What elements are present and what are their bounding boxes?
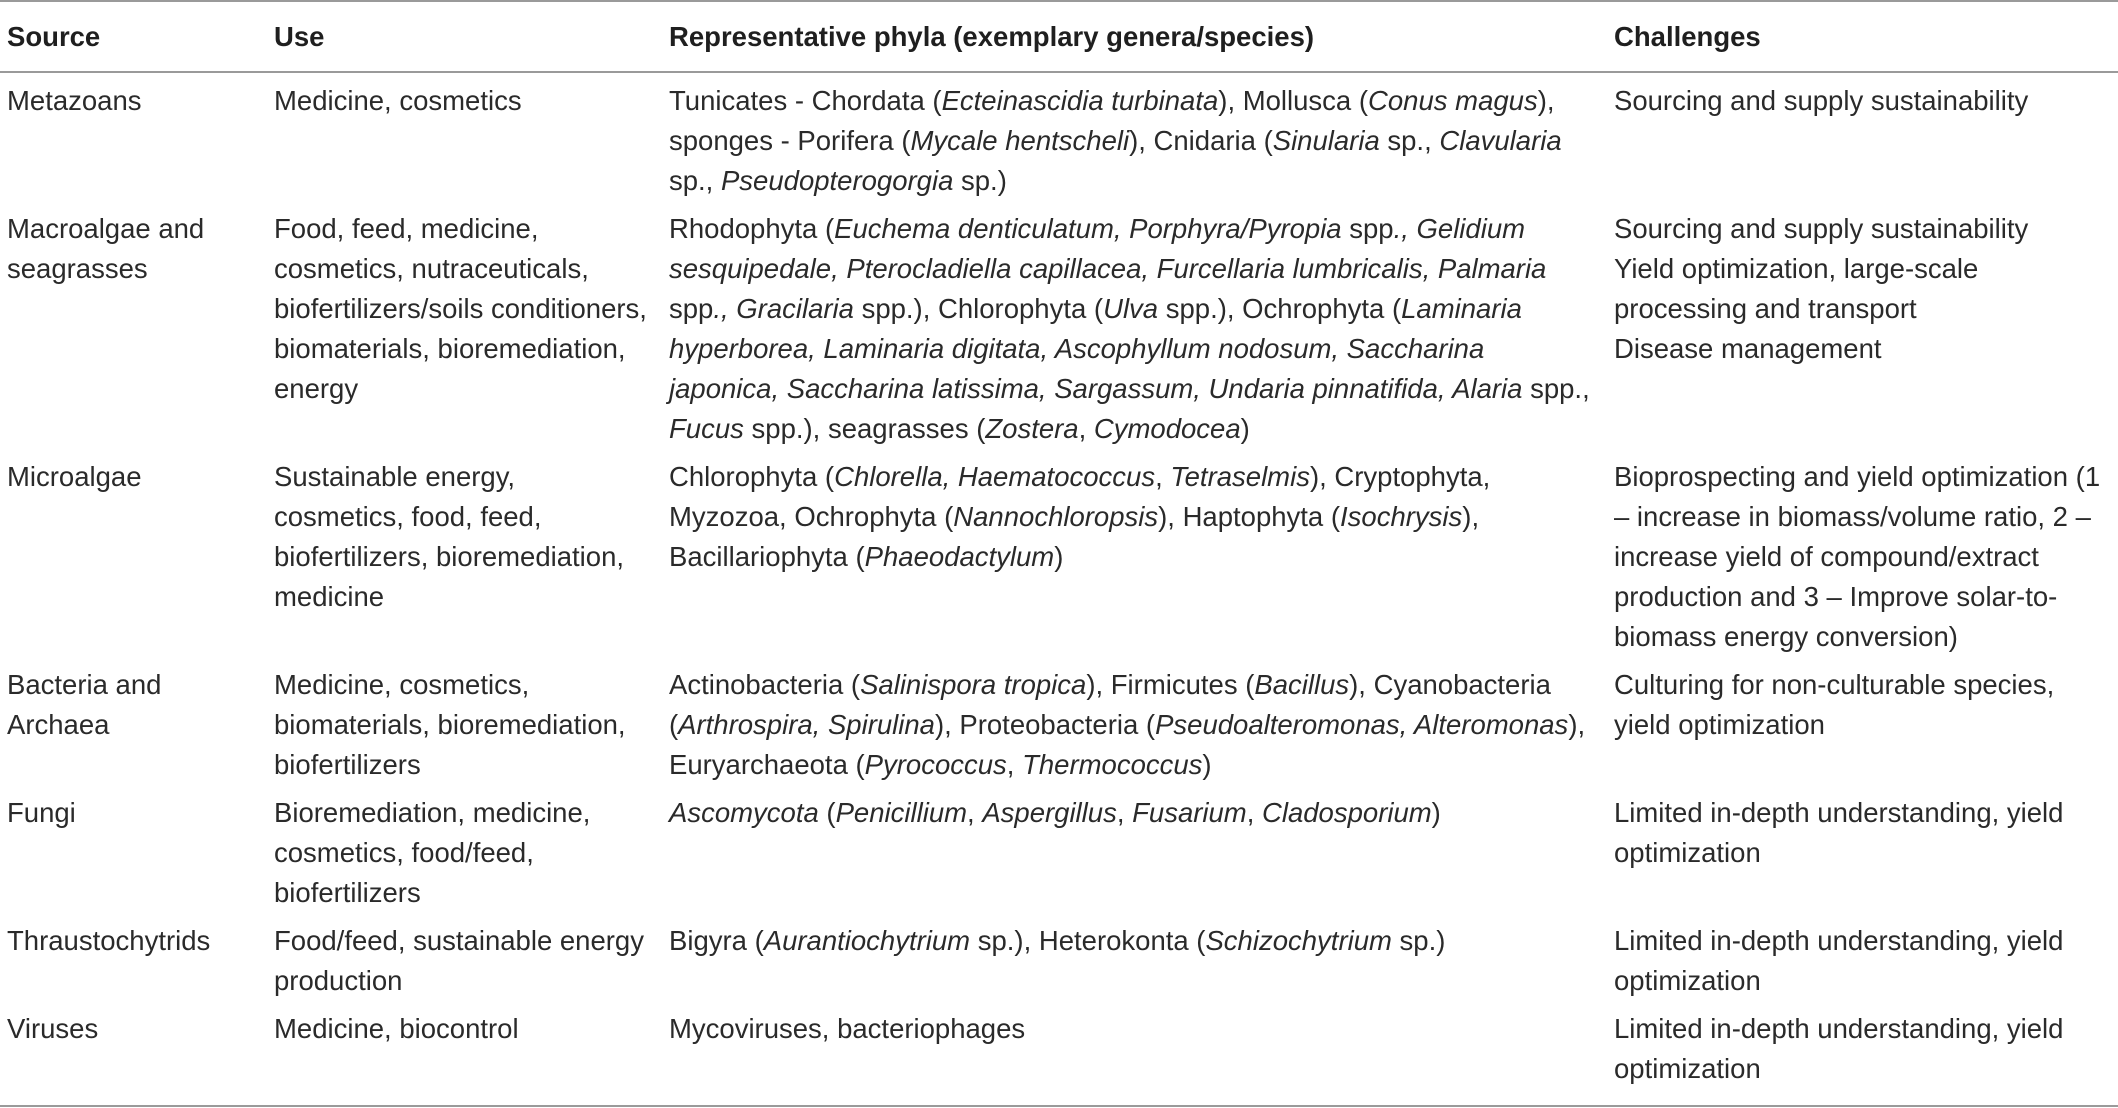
challenge-line: Limited in-depth understanding, yield optimization [1614, 797, 2064, 868]
phyla-text: ), Cryptophyta, Myzozoa, Ochrophyta ( [669, 461, 1491, 532]
header-phyla: Representative phyla (exemplary genera/species) [662, 1, 1607, 72]
table-row [0, 457, 2118, 665]
phyla-text: , [1155, 461, 1171, 492]
cell-source: Fungi [7, 797, 76, 828]
taxon-name: Fusarium [1132, 797, 1247, 828]
cell-challenges [1607, 72, 2118, 209]
taxon-name: Chlorella, Haematococcus [834, 461, 1156, 492]
phyla-text: ) [1054, 541, 1064, 572]
taxon-name: Cladosporium [1262, 797, 1432, 828]
table-row [0, 793, 2118, 921]
phyla-text: ), Proteobacteria ( [934, 709, 1156, 740]
challenge-line: Limited in-depth understanding, yield optimization [1614, 1013, 2064, 1084]
phyla-text: , [967, 797, 983, 828]
phyla-text: Chlorophyta ( [669, 461, 835, 492]
phyla-text: ), Haptophyta ( [1158, 501, 1341, 532]
phyla-text: sp., [669, 165, 721, 196]
cell-use: Food/feed, sustainable energy production [274, 925, 644, 996]
taxon-name: Gracilaria [736, 293, 854, 324]
phyla-text: ), sponges - Porifera ( [669, 85, 1555, 156]
table-header [0, 1, 2118, 72]
taxon-name: Cymodocea [1093, 413, 1241, 444]
taxon-name: Aspergillus [982, 797, 1117, 828]
phyla-text: spp., [1522, 373, 1590, 404]
taxon-name: ., Gelidium sesquipedale, Pterocladiella capillacea, Furcellaria lumbricalis, Palmaria [669, 213, 1547, 284]
cell-use: Medicine, biocontrol [267, 1009, 662, 1106]
table-body [0, 72, 2118, 1106]
taxon-name: Clavularia [1439, 125, 1562, 156]
phyla-text: ) [1240, 413, 1250, 444]
header-source: Source [0, 1, 267, 72]
taxon-name: Fucus [669, 413, 744, 444]
taxon-name: Ecteinascidia turbinata [941, 85, 1219, 116]
cell-challenges [1607, 457, 2118, 665]
phyla-text: spp.), seagrasses ( [743, 413, 986, 444]
cell-challenges [1607, 1009, 2118, 1106]
taxon-name: Ulva [1103, 293, 1159, 324]
taxon-name: Phaeodactylum [864, 541, 1055, 572]
taxon-name: Thermococcus [1022, 749, 1203, 780]
cell-source: Metazoans [7, 85, 142, 116]
cell-use: Food, feed, medicine, cosmetics, nutraceuticals, biofertilizers/soils conditioners, biomaterials, bioremediation, energy [274, 213, 647, 404]
phyla-text: ), Cyanobacteria ( [669, 669, 1551, 740]
cell-source: Thraustochytrids [7, 925, 211, 956]
cell-source: Viruses [0, 1009, 267, 1106]
phyla-text: ) [1431, 797, 1441, 828]
taxon-name: Ascomycota [669, 797, 819, 828]
cell-phyla [662, 793, 1607, 921]
phyla-text: spp [669, 293, 714, 324]
cell-phyla [662, 457, 1607, 665]
cell-phyla [662, 1009, 1607, 1106]
taxon-name: Arthrospira, Spirulina [678, 709, 935, 740]
taxon-name: ., [713, 293, 729, 324]
challenge-line: Disease management [1614, 333, 1882, 364]
taxon-name: Salinispora tropica [860, 669, 1087, 700]
challenge-line: Yield optimization, large-scale processing and transport [1614, 253, 1979, 324]
phyla-text: ( [818, 797, 836, 828]
phyla-text: ), Firmicutes ( [1086, 669, 1255, 700]
table-row [0, 72, 2118, 209]
phyla-text: spp.), Chlorophyta ( [853, 293, 1104, 324]
header-use: Use [267, 1, 662, 72]
cell-source: Bacteria and Archaea [7, 669, 162, 740]
phyla-text: sp.) [1391, 925, 1446, 956]
cell-phyla [662, 209, 1607, 457]
header-row [0, 1, 2118, 72]
phyla-text: ), Mollusca ( [1218, 85, 1369, 116]
taxon-name: Tetraselmis [1170, 461, 1310, 492]
phyla-text: Tunicates - Chordata ( [669, 85, 942, 116]
phyla-text: Bigyra ( [669, 925, 764, 956]
cell-challenges [1607, 665, 2118, 793]
phyla-text: Rhodophyta ( [669, 213, 835, 244]
cell-source: Microalgae [7, 461, 142, 492]
cell-challenges [1607, 209, 2118, 457]
cell-phyla [662, 665, 1607, 793]
table-row [0, 665, 2118, 793]
phyla-text: sp.), Heterokonta ( [970, 925, 1206, 956]
challenge-line: Bioprospecting and yield optimization (1 – increase in biomass/volume ratio, 2 – increase yield of compound/extract production and 3 – Improve solar-to-biomass energy conversion) [1614, 461, 2101, 652]
taxon-name: Pyrococcus [864, 749, 1007, 780]
taxon-name: Pseudopterogorgia [720, 165, 954, 196]
challenge-line: Culturing for non-culturable species, yield optimization [1614, 669, 2055, 740]
cell-use: Medicine, cosmetics, biomaterials, bioremediation, biofertilizers [274, 669, 626, 780]
phyla-text: , [1078, 413, 1094, 444]
table-row [0, 1009, 2118, 1106]
phyla-text: Mycoviruses, bacteriophages [669, 1013, 1026, 1044]
cell-challenges [1607, 793, 2118, 921]
phyla-text: ), Cnidaria ( [1129, 125, 1273, 156]
challenge-line: Sourcing and supply sustainability [1614, 85, 2029, 116]
cell-use: Sustainable energy, cosmetics, food, feed, biofertilizers, bioremediation, medicine [274, 461, 625, 612]
taxon-name: Laminaria hyperborea, Laminaria digitata, Ascophyllum nodosum, Saccharina japonica, Saccharina latissima, Sargassum, Undaria pinnatifida, Alaria [669, 293, 1523, 404]
phyla-text: ) [1202, 749, 1212, 780]
phyla-text: , [1116, 797, 1133, 828]
table-row [0, 209, 2118, 457]
taxon-name: Mycale hentscheli [910, 125, 1130, 156]
taxon-name: Isochrysis [1340, 501, 1463, 532]
challenge-line: Limited in-depth understanding, yield optimization [1614, 925, 2064, 996]
phyla-text: spp.), Ochrophyta ( [1158, 293, 1402, 324]
taxon-name: Aurantiochytrium [763, 925, 971, 956]
table-row [0, 921, 2118, 1009]
phyla-text: spp [1341, 213, 1394, 244]
phyla-text: ), Bacillariophyta ( [669, 501, 1480, 572]
taxon-name: Zostera [985, 413, 1079, 444]
taxon-name: Penicillium [835, 797, 968, 828]
cell-use: Bioremediation, medicine, cosmetics, food/feed, biofertilizers [274, 797, 591, 908]
cell-source: Macroalgae and seagrasses [7, 213, 205, 284]
taxon-name: Euchema denticulatum, Porphyra/Pyropia [834, 213, 1342, 244]
phyla-text: Actinobacteria ( [669, 669, 861, 700]
phyla-text: sp., [1379, 125, 1440, 156]
header-challenges: Challenges [1607, 1, 2118, 72]
phyla-text: sp.) [953, 165, 1007, 196]
cell-phyla [662, 921, 1607, 1009]
taxon-name: Sinularia [1272, 125, 1380, 156]
cell-challenges [1607, 921, 2118, 1009]
taxon-name: Schizochytrium [1205, 925, 1392, 956]
phyla-text: , [1246, 797, 1262, 828]
taxon-name: Bacillus [1254, 669, 1350, 700]
cell-use: Medicine, cosmetics [274, 85, 522, 116]
phyla-text: , [1006, 749, 1023, 780]
challenge-line: Sourcing and supply sustainability [1614, 213, 2029, 244]
taxon-name: Conus magus [1368, 85, 1538, 116]
taxon-name: Pseudoalteromonas, Alteromonas [1155, 709, 1569, 740]
phyla-text: ), Euryarchaeota ( [669, 709, 1586, 780]
cell-phyla [662, 72, 1607, 209]
taxon-name: Nannochloropsis [953, 501, 1159, 532]
